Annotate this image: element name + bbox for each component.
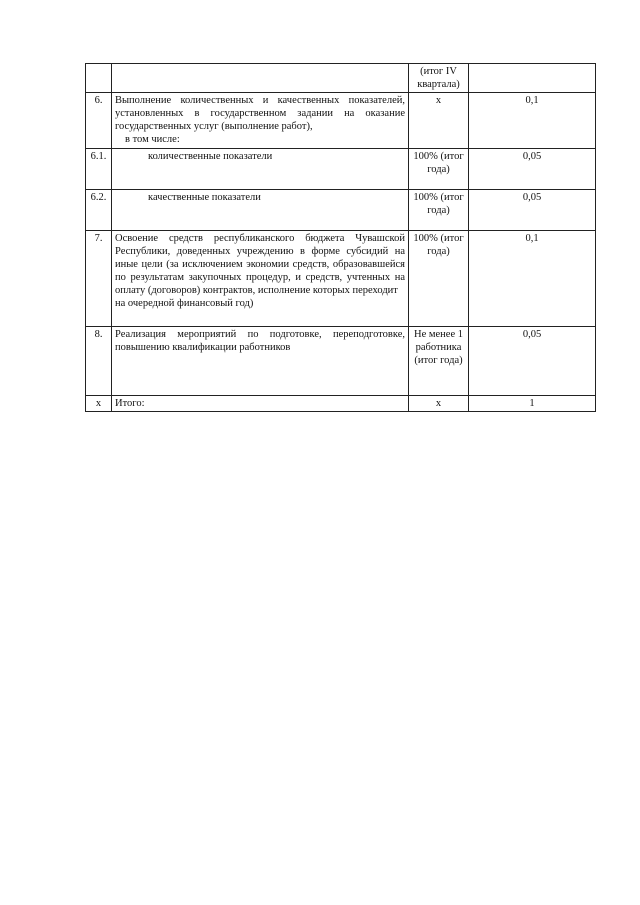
row-weight: 0,05 xyxy=(469,190,596,231)
row-weight: 1 xyxy=(469,396,596,412)
table-row xyxy=(86,64,596,93)
table-row xyxy=(86,327,596,396)
table-row xyxy=(86,93,596,149)
table-row xyxy=(86,231,596,327)
row-number: 6. xyxy=(86,93,112,149)
indicators-table xyxy=(85,63,596,412)
row-value: 100% (итог года) xyxy=(409,231,469,327)
table-row xyxy=(86,396,596,412)
row-number xyxy=(86,64,112,93)
row-weight: 0,05 xyxy=(469,149,596,190)
row-name: качественные показатели xyxy=(112,190,409,231)
row-name xyxy=(112,93,409,149)
row-weight: 0,05 xyxy=(469,327,596,396)
row-number: 7. xyxy=(86,231,112,327)
table-row xyxy=(86,149,596,190)
row-number: 8. xyxy=(86,327,112,396)
row-weight xyxy=(469,64,596,93)
row-value: х xyxy=(409,396,469,412)
row-weight: 0,1 xyxy=(469,93,596,149)
row-number: х xyxy=(86,396,112,412)
row-name-main: Выполнение количественных и качественных показателей, установленных в государственном задании на оказание государственных услуг (выполнение работ), xyxy=(115,95,405,132)
row-name xyxy=(112,231,409,327)
row-number: 6.1. xyxy=(86,149,112,190)
row-value: (итог IV квартала) xyxy=(409,64,469,93)
row-name xyxy=(112,64,409,93)
row-number: 6.2. xyxy=(86,190,112,231)
row-name: Итого: xyxy=(112,396,409,412)
table-row xyxy=(86,190,596,231)
row-name: количественные показатели xyxy=(112,149,409,190)
row-name-tail: на очередной финансовый год) xyxy=(115,298,254,309)
row-value: 100% (итог года) xyxy=(409,149,469,190)
row-value: х xyxy=(409,93,469,149)
row-name-main: Освоение средств республиканского бюджета Чувашской Республики, доведенных учреждению в форме субсидий на иные цели (за исключением экономии средств, образовавшейся по результатам закупочных процедур, и средств, учтенных на оплату (договоров) контрактов, исполнение которых переходит xyxy=(115,233,405,296)
row-name-tail: в том числе: xyxy=(125,134,180,145)
row-value: Не менее 1 работника (итог года) xyxy=(409,327,469,396)
row-value: 100% (итог года) xyxy=(409,190,469,231)
row-name: Реализация мероприятий по подготовке, переподготовке, повышению квалификации работников xyxy=(112,327,409,396)
row-weight: 0,1 xyxy=(469,231,596,327)
